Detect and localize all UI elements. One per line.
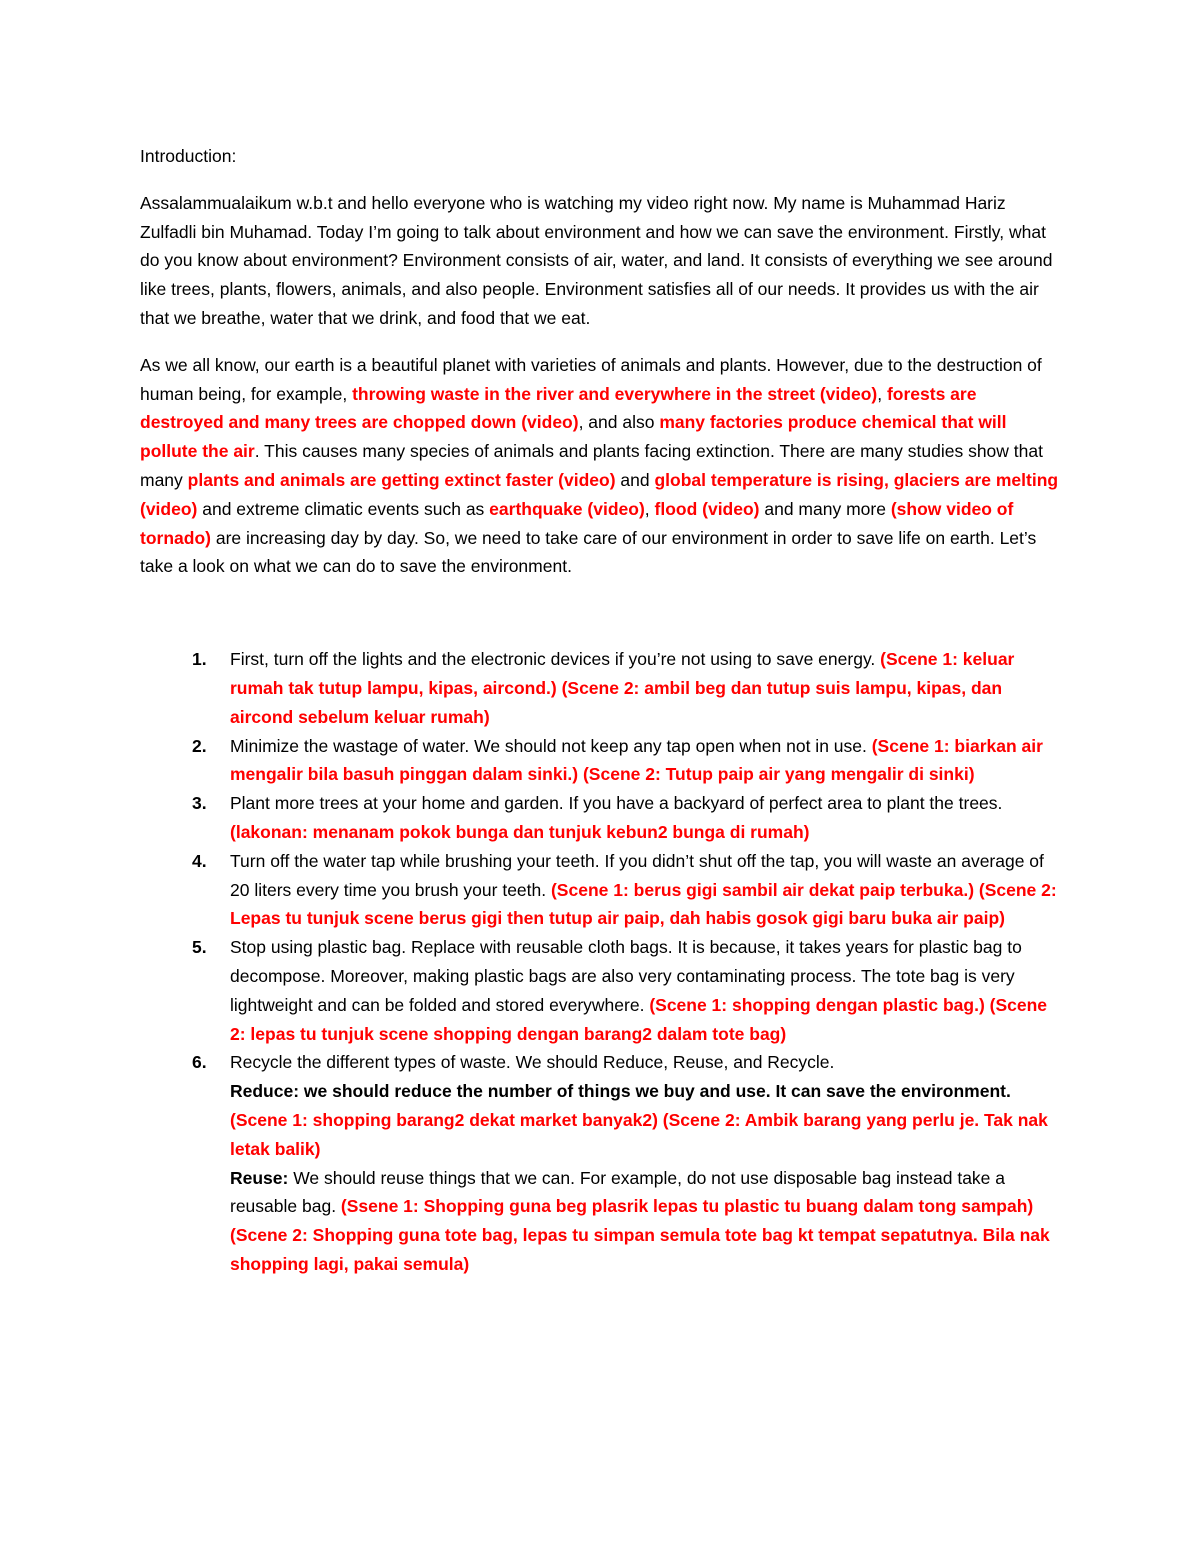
- reduce-block: [230, 1077, 1060, 1163]
- text-run: , and also: [578, 412, 660, 433]
- item-text: First, turn off the lights and the electronic devices if you’re not using to save energy.: [230, 649, 881, 670]
- highlight-run: (show video of tornado): [140, 498, 1014, 548]
- list-item: [140, 933, 1060, 1048]
- list-item-recycle: [140, 1048, 1060, 1278]
- reuse-label: Reuse:: [230, 1167, 289, 1188]
- scene-note: (Ssene 1: Shopping guna beg plasrik lepas tu plastic tu buang dalam tong sampah) (Scene 2: Shopping guna tote bag, lepas tu simpan semula tote bag kt tempat sepatutnya. Bila nak shopping lagi, pakai semula): [230, 1196, 1050, 1274]
- list-number: 5.: [192, 937, 207, 958]
- reuse-text: We should reuse things that we can. For example, do not use disposable bag instead take a reusable bag.: [230, 1167, 1006, 1217]
- highlight-run: throwing waste in the river and everywhere in the street (video): [352, 383, 878, 404]
- list-item: [140, 645, 1060, 731]
- text-run: As we all know, our earth is a beautiful planet with varieties of animals and plants. However, due to the destruction of human being, for example,: [140, 354, 1042, 404]
- scene-note: (Scene 1: berus gigi sambil air dekat paip terbuka.) (Scene 2: Lepas tu tunjuk scene berus gigi then tutup air paip, dah habis gosok gigi baru buka air paip): [230, 879, 1057, 929]
- item-text: Turn off the water tap while brushing your teeth. If you didn’t shut off the tap, you will waste an average of 20 liters every time you brush your teeth.: [230, 850, 1044, 900]
- list-number: 6.: [192, 1052, 207, 1073]
- list-number: 2.: [192, 735, 207, 756]
- paragraph-earth: [140, 351, 1060, 581]
- highlight-run: plants and animals are getting extinct faster (video): [187, 469, 616, 490]
- text-run: ,: [644, 498, 655, 519]
- text-run: and extreme climatic events such as: [197, 498, 490, 519]
- scene-note: (lakonan: menanam pokok bunga dan tunjuk kebun2 bunga di rumah): [230, 821, 810, 842]
- text-run: . This causes many species of animals and plants facing extinction. There are many studies show that many: [140, 441, 1043, 490]
- text-run: ,: [877, 383, 887, 404]
- document-page: [140, 142, 1060, 1279]
- reduce-text: Reduce: we should reduce the number of things we buy and use. It can save the environment.: [230, 1081, 1011, 1102]
- scene-note: (Scene 1: biarkan air mengalir bila basuh pinggan dalam sinki.) (Scene 2: Tutup paip air yang mengalir di sinki): [230, 735, 1043, 785]
- list-item: [140, 732, 1060, 790]
- item-text: Recycle the different types of waste. We should Reduce, Reuse, and Recycle.: [230, 1052, 835, 1073]
- scene-note: (Scene 1: keluar rumah tak tutup lampu, kipas, aircond.) (Scene 2: ambil beg dan tutup suis lampu, kipas, dan aircond sebelum keluar rumah): [230, 649, 1015, 727]
- highlight-run: forests are destroyed and many trees are chopped down (video): [140, 383, 977, 433]
- tips-list: [140, 645, 1060, 1279]
- list-number: 3.: [192, 793, 207, 814]
- highlight-run: global temperature is rising, glaciers are melting (video): [140, 469, 1059, 519]
- paragraph-intro: Assalammualaikum w.b.t and hello everyone who is watching my video right now. My name is Muhammad Hariz Zulfadli bin Muhamad. Today I’m going to talk about environment and how we can save the environment. Firstly, what do you know about environment? Environment consists of air, water, and land. It consists of everything we see around like trees, plants, flowers, animals, and also people. Environment satisfies all of our needs. It provides us with the air that we breathe, water that we drink, and food that we eat.: [140, 192, 1053, 328]
- heading: Introduction:: [140, 146, 237, 166]
- list-item: [140, 789, 1060, 847]
- highlight-run: earthquake (video): [489, 498, 645, 519]
- list-item: [140, 847, 1060, 933]
- reuse-block: [230, 1164, 1060, 1279]
- scene-note: (Scene 1: shopping barang2 dekat market banyak2) (Scene 2: Ambik barang yang perlu je. Tak nak letak balik): [230, 1109, 1048, 1159]
- item-text: Minimize the wastage of water. We should not keep any tap open when not in use.: [230, 735, 872, 756]
- text-run: are increasing day by day. So, we need to take care of our environment in order to save life on earth. Let’s take a look on what we can do to save the environment.: [140, 527, 1037, 577]
- item-text: Plant more trees at your home and garden. If you have a backyard of perfect area to plant the trees.: [230, 793, 1003, 814]
- highlight-run: many factories produce chemical that will pollute the air: [140, 412, 1007, 462]
- list-number: 4.: [192, 850, 207, 871]
- scene-note: (Scene 1: shopping dengan plastic bag.) (Scene 2: lepas tu tunjuk scene shopping dengan barang2 dalam tote bag): [230, 994, 1048, 1044]
- list-number: 1.: [192, 649, 207, 670]
- item-text: Stop using plastic bag. Replace with reusable cloth bags. It is because, it takes years for plastic bag to decompose. Moreover, making plastic bags are also very contaminating process. The tote bag is very lightweight and can be folded and stored everywhere.: [230, 937, 1022, 1015]
- text-run: and: [615, 469, 655, 490]
- text-run: and many more: [759, 498, 891, 519]
- highlight-run: flood (video): [654, 498, 760, 519]
